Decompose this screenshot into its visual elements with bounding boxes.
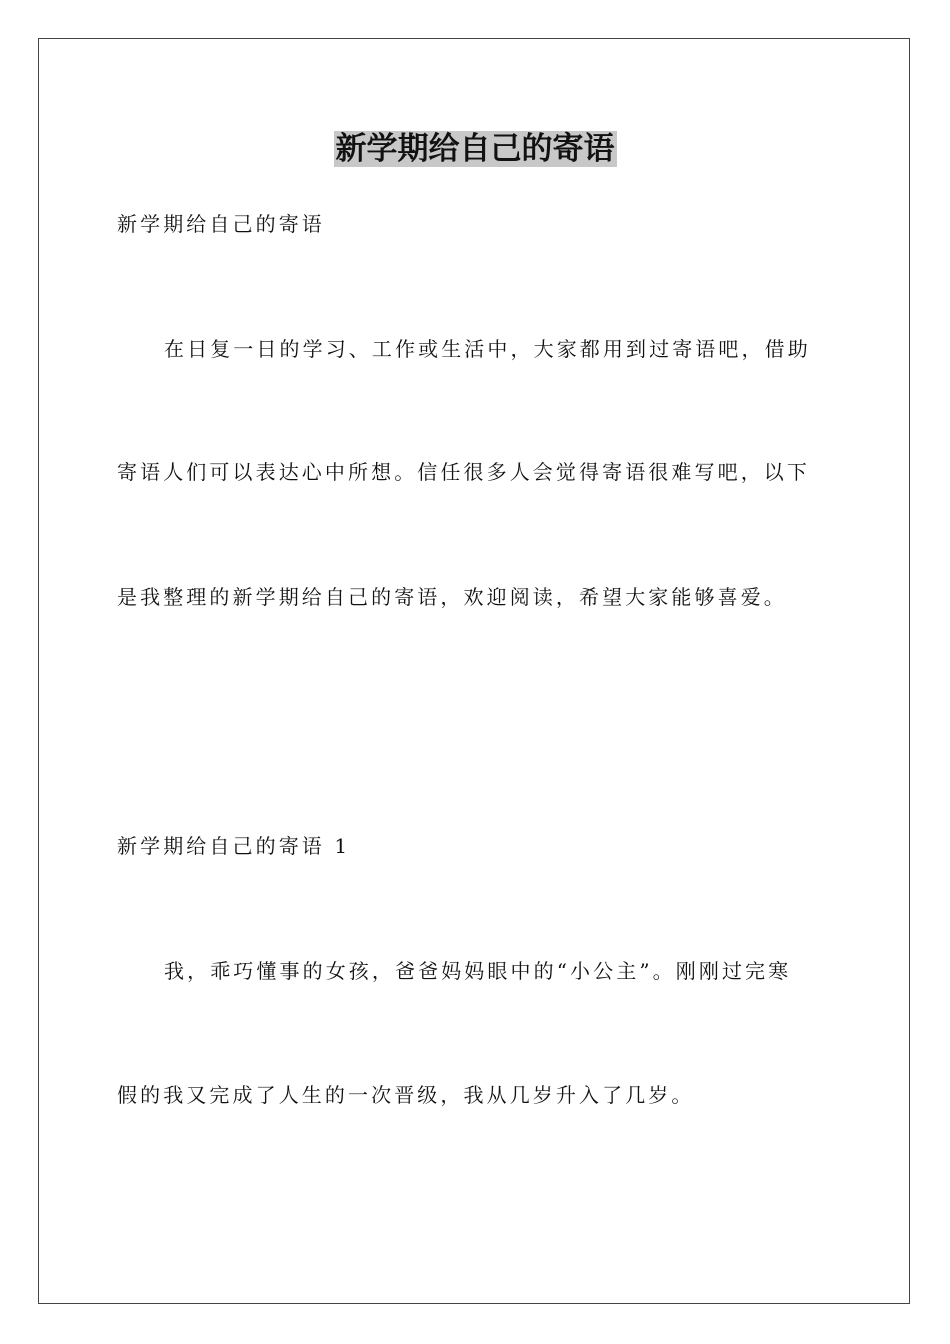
document-title-text: 新学期给自己的寄语 xyxy=(335,131,615,167)
section-heading-1: 新学期给自己的寄语 1 xyxy=(117,834,351,858)
subtitle-line: 新学期给自己的寄语 xyxy=(117,212,325,236)
intro-paragraph-line-3: 是我整理的新学期给自己的寄语，欢迎阅读，希望大家能够喜爱。 xyxy=(117,585,787,609)
document-title xyxy=(0,127,950,171)
section-1-paragraph-line-2: 假的我又完成了人生的一次晋级，我从几岁升入了几岁。 xyxy=(117,1083,695,1107)
intro-paragraph-line-2: 寄语人们可以表达心中所想。信任很多人会觉得寄语很难写吧，以下 xyxy=(117,460,810,484)
section-1-paragraph-line-1: 我，乖巧懂事的女孩，爸爸妈妈眼中的“小公主”。刚刚过完寒 xyxy=(164,959,792,983)
intro-paragraph-line-1: 在日复一日的学习、工作或生活中，大家都用到过寄语吧，借助 xyxy=(164,337,811,361)
